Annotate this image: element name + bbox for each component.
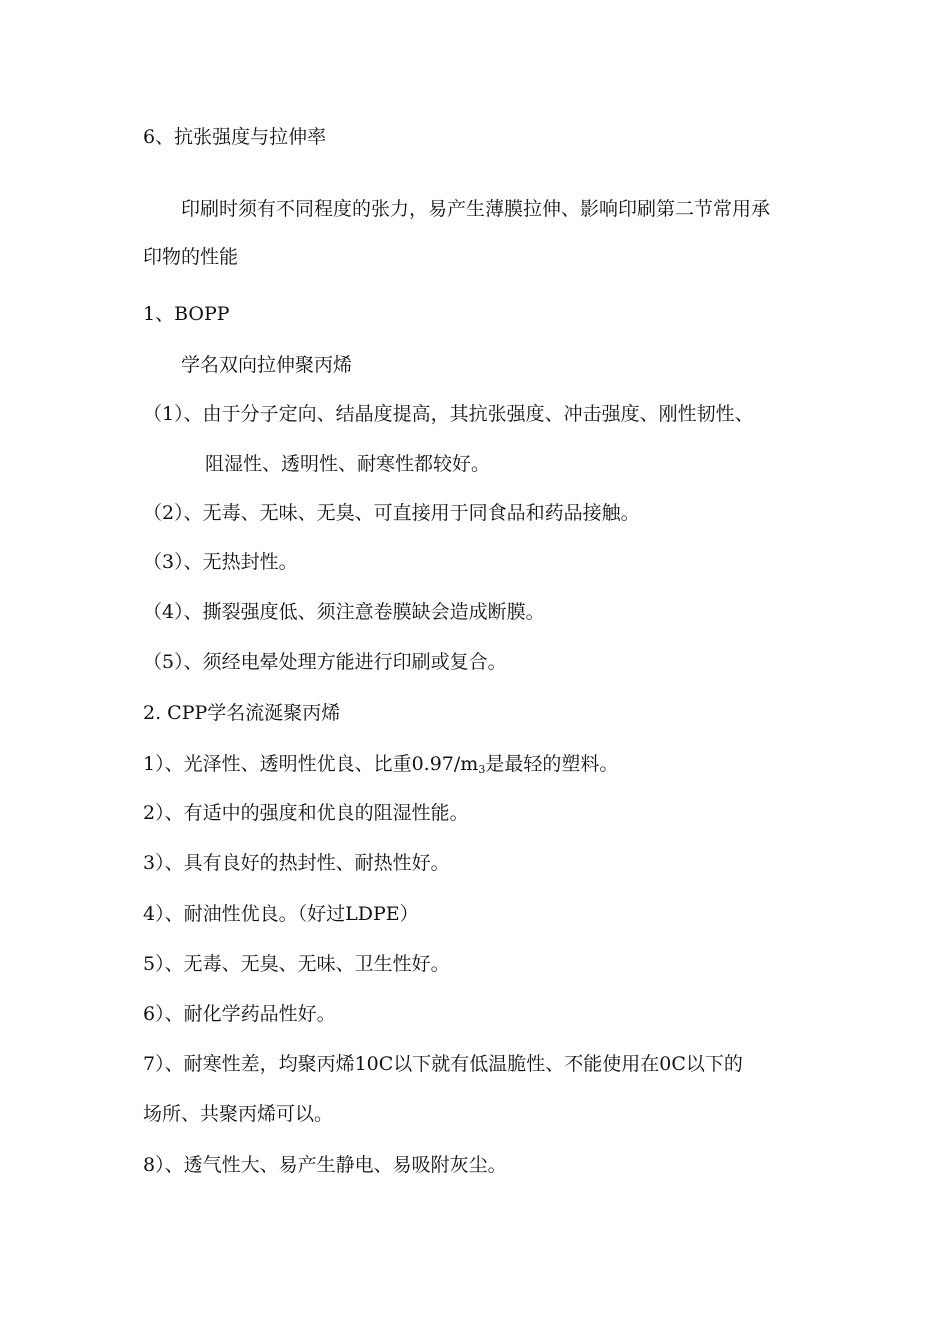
list-item: 3）、具有良好的热封性、耐热性好。 [143, 852, 450, 874]
bopp-scientific-name: 学名双向拉伸聚丙烯 [181, 354, 353, 376]
list-item: 8）、透气性大、易产生静电、易吸附灰尘。 [143, 1154, 507, 1176]
list-item: 5）、无毒、无臭、无味、卫生性好。 [143, 953, 450, 975]
paragraph-line: 印刷时须有不同程度的张力，易产生薄膜拉伸、影响印刷第二节常用承 [181, 198, 771, 220]
subscript: 3 [478, 763, 486, 776]
list-item-continuation: 阻湿性、透明性、耐寒性都较好。 [205, 453, 491, 475]
list-item: （5）、须经电晕处理方能进行印刷或复合。 [143, 651, 507, 673]
list-item-text: 是最轻的塑料。 [485, 753, 619, 775]
list-item-continuation: 场所、共聚丙烯可以。 [143, 1103, 334, 1125]
section-heading-bopp: 1、BOPP [143, 303, 230, 325]
section-heading-cpp: 2. CPP学名流涎聚丙烯 [143, 702, 341, 724]
list-item: （2）、无毒、无味、无臭、可直接用于同食品和药品接触。 [143, 502, 640, 524]
list-item-text: 1）、光泽性、透明性优良、比重0.97/m [143, 753, 479, 775]
paragraph-line: 印物的性能 [143, 246, 239, 268]
list-item: （4）、撕裂强度低、须注意卷膜缺会造成断膜。 [143, 601, 545, 623]
list-item: 7）、耐寒性差，均聚丙烯10C以下就有低温脆性、不能使用在0C以下的 [143, 1053, 743, 1075]
list-item: 4）、耐油性优良。（好过LDPE） [143, 903, 419, 925]
list-item: 2）、有适中的强度和优良的阻湿性能。 [143, 802, 469, 824]
section-heading-tensile: 6、抗张强度与拉伸率 [143, 126, 327, 148]
list-item: （1）、由于分子定向、结晶度提高，其抗张强度、冲击强度、刚性韧性、 [143, 403, 754, 425]
list-item: 6）、耐化学药品性好。 [143, 1003, 336, 1025]
list-item [143, 752, 618, 782]
list-item: （3）、无热封性。 [143, 551, 298, 573]
